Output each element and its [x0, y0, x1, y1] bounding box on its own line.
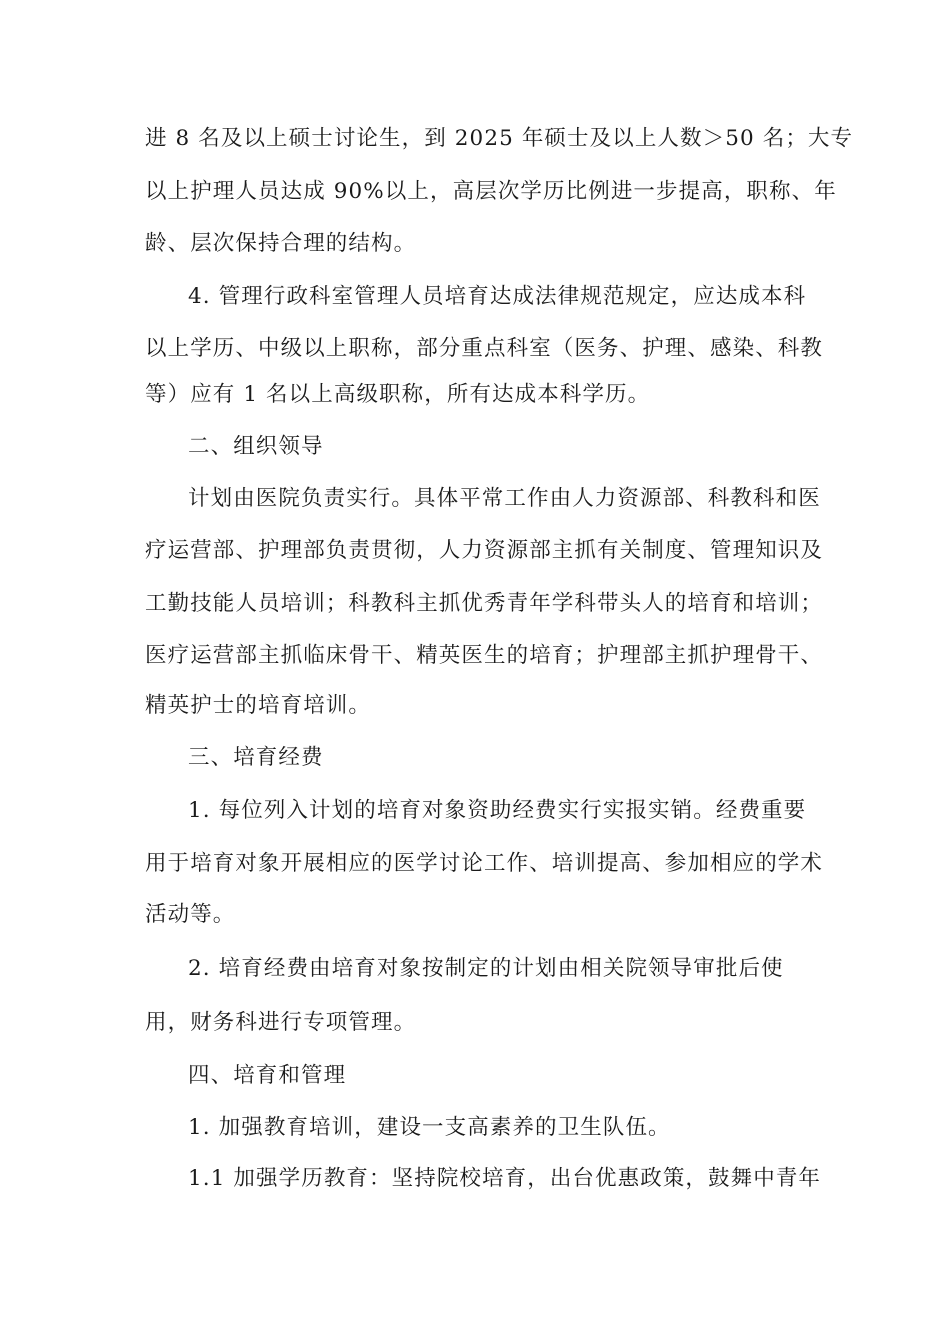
paragraph-line: 疗运营部、护理部负责贯彻，人力资源部主抓有关制度、管理知识及 [145, 538, 824, 563]
paragraph-line: 1.1 加强学历教育：坚持院校培育，出台优惠政策，鼓舞中青年 [188, 1166, 822, 1191]
paragraph-line: 以上护理人员达成 90%以上，高层次学历比例进一步提高，职称、年 [145, 179, 837, 204]
paragraph-line: 计划由医院负责实行。具体平常工作由人力资源部、科教科和医 [188, 486, 821, 511]
paragraph-line: 1. 加强教育培训，建设一支高素养的卫生队伍。 [188, 1115, 671, 1140]
paragraph-line: 精英护士的培育培训。 [145, 693, 372, 718]
paragraph-line: 1. 每位列入计划的培育对象资助经费实行实报实销。经费重要 [188, 798, 807, 823]
paragraph-line: 以上学历、中级以上职称，部分重点科室（医务、护理、感染、科教 [145, 336, 824, 361]
paragraph-line: 4. 管理行政科室管理人员培育达成法律规范规定，应达成本科 [188, 284, 807, 309]
paragraph-line: 2. 培育经费由培育对象按制定的计划由相关院领导审批后使 [188, 956, 784, 981]
section-heading: 三、培育经费 [188, 745, 324, 770]
section-heading: 四、培育和管理 [188, 1063, 347, 1088]
paragraph-line: 等）应有 1 名以上高级职称，所有达成本科学历。 [145, 382, 651, 407]
paragraph-line: 工勤技能人员培训；科教科主抓优秀青年学科带头人的培育和培训； [145, 591, 824, 616]
paragraph-line: 进 8 名及以上硕士讨论生，到 2025 年硕士及以上人数＞50 名；大专 [145, 126, 854, 151]
paragraph-line: 活动等。 [145, 902, 236, 927]
paragraph-line: 医疗运营部主抓临床骨干、精英医生的培育；护理部主抓护理骨干、 [145, 643, 824, 668]
paragraph-line: 用于培育对象开展相应的医学讨论工作、培训提高、参加相应的学术 [145, 851, 824, 876]
section-heading: 二、组织领导 [188, 434, 324, 459]
paragraph-line: 龄、层次保持合理的结构。 [145, 231, 417, 256]
paragraph-line: 用，财务科进行专项管理。 [145, 1010, 417, 1035]
